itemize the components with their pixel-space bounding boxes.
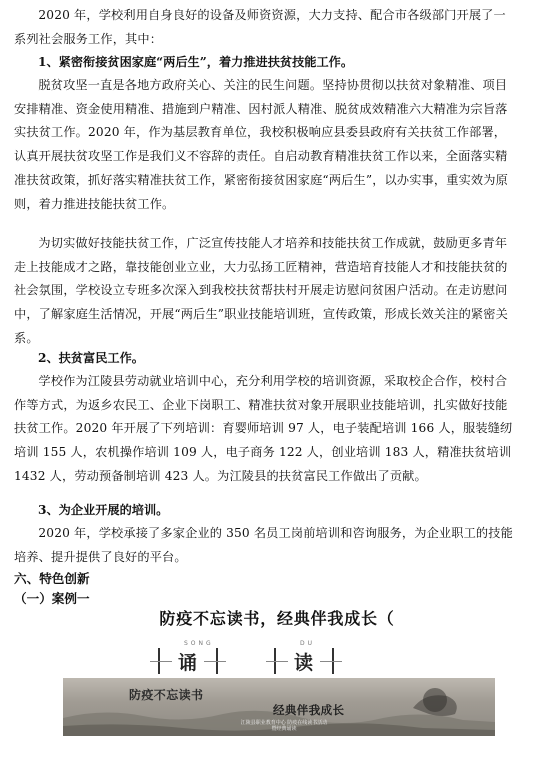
heading-1: 1、紧密衔接贫困家庭“两后生”，着力推进扶贫技能工作。	[38, 55, 354, 69]
intro-paragraph: 2020 年，学校利用自身良好的设备及师资资源，大力支持、配合市各级部门开展了一系列社会服务工作，其中：	[14, 8, 506, 46]
paragraph-3: 学校作为江陵县劳动就业培训中心，充分利用学校的培训资源，采取校企合作，校村合作等方式，为返乡农民工、企业下岗职工、精准扶贫对象开展职业技能培训，扎实做好技能扶贫工作。2020 年开展了下列培训：育婴师培训 97 人，电子装配培训 166 人，服装缝纫培训 155 人，农机操作培训 109 人，电子商务 122 人，创业培训 183 人，精准扶贫培训 1432 人，劳动预备制培训 423 人。为江陵县的扶贫富民工作做出了贡献。	[14, 374, 513, 483]
subsection-heading: （一）案例一	[14, 591, 90, 606]
pinyin-song: SONG	[184, 640, 214, 647]
char-du-text: 读	[288, 648, 320, 675]
heading-2: 2、扶贫富民工作。	[38, 351, 144, 365]
heading-3: 3、为企业开展的培训。	[38, 503, 169, 517]
reading-characters	[150, 640, 410, 676]
case-title: 防疫不忘读书，经典伴我成长（	[159, 609, 395, 628]
banner-title-1: 防疫不忘读书	[129, 688, 204, 702]
paragraph-2: 为切实做好技能扶贫工作，广泛宣传技能人才培养和技能扶贫工作成就，鼓励更多青年走上技能成才之路，靠技能创业立业，大力弘扬工匠精神，营造培育技能人才和技能扶贫的社会氛围，学校设立专班多次深入到我校扶贫帮扶村开展走访慰问贫困户活动。在走访慰问中，了解家庭生活情况，开展“两后生”职业技能培训班，宣传政策，形成长效关注的紧密关系。	[14, 236, 508, 345]
char-song-text: 诵	[172, 648, 204, 675]
ink-painting-banner	[63, 678, 495, 736]
char-du	[274, 648, 334, 674]
banner-caption: 江陵县职业教育中心 防疫在线读书活动暨经典诵读	[240, 720, 328, 732]
char-song	[158, 648, 218, 674]
banner-title-2: 经典伴我成长	[273, 703, 345, 717]
section-heading: 六、特色创新	[14, 571, 90, 586]
pinyin-du: DU	[300, 640, 316, 647]
paragraph-1: 脱贫攻坚一直是各地方政府关心、关注的民生问题。坚持协贯彻以扶贫对象精准、项目安排精准、资金使用精准、措施到户精准、因村派人精准、脱贫成效精准六大精准为宗旨落实扶贫工作。2020 年，作为基层教育单位，我校积极响应县委县政府有关扶贫工作部署，认真开展扶贫攻坚工作是我们义不容辞的责任。自启动教育精准扶贫工作以来，全面落实精准扶贫政策，抓好落实精准扶贫工作，紧密衔接贫困家庭“两后生”，以办实事，重实效为原则，着力推进技能扶贫工作。	[14, 78, 508, 211]
paragraph-4: 2020 年，学校承接了多家企业的 350 名员工岗前培训和咨询服务，为企业职工的技能培养、提升提供了良好的平台。	[14, 526, 513, 564]
